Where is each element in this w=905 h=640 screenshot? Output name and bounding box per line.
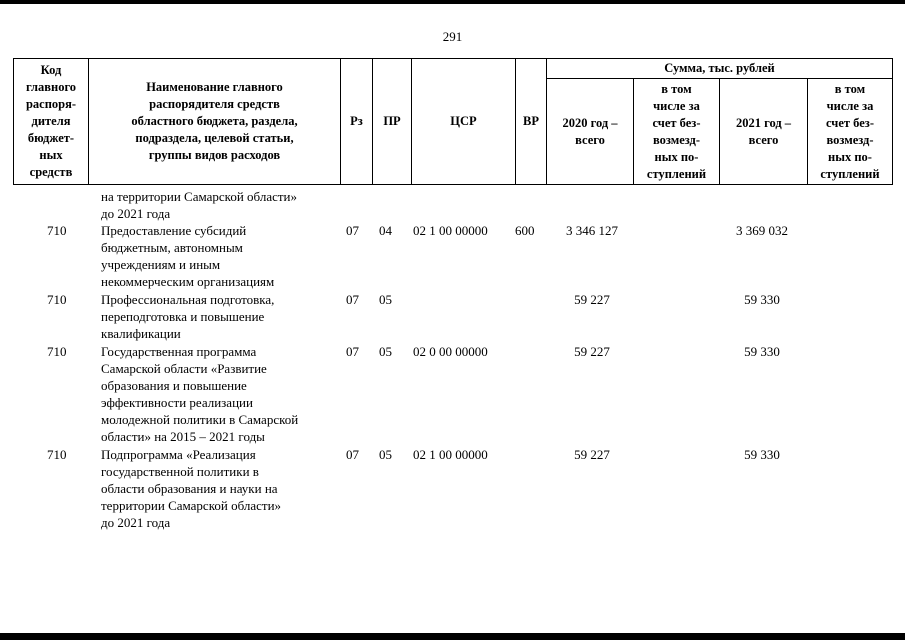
row-rz: 07 bbox=[346, 223, 359, 238]
header-csr: ЦСР bbox=[412, 59, 516, 185]
header-2021-grants: в том числе за счет без- возмезд- ных по- ступлений bbox=[808, 79, 893, 185]
row-sum-2021: 59 330 bbox=[744, 447, 780, 462]
row-pr: 05 bbox=[379, 344, 392, 359]
row-code: 710 bbox=[47, 223, 67, 238]
row-code: 710 bbox=[47, 447, 67, 462]
row-name: на территории Самарской области» до 2021 года bbox=[101, 189, 297, 221]
row-sum-2021: 59 330 bbox=[744, 344, 780, 359]
page-number: 291 bbox=[442, 29, 463, 44]
row-name: Государственная программа Самарской области «Развитие образования и повышение эффективности реализации молодежной политики в Самарской области» на 2015 – 2021 годы bbox=[101, 344, 299, 444]
row-sum-2020: 3 346 127 bbox=[566, 223, 618, 238]
row-vr: 600 bbox=[515, 223, 535, 238]
row-sum-2021: 3 369 032 bbox=[736, 223, 788, 238]
row-name: Подпрограмма «Реализация государственной политики в области образования и науки на территории Самарской области» до 2021 года bbox=[101, 447, 282, 530]
row-name: Профессиональная подготовка, переподготовка и повышение квалификации bbox=[101, 292, 275, 341]
header-2020-total: 2020 год – всего bbox=[547, 79, 634, 185]
row-sum-2020: 59 227 bbox=[574, 447, 610, 462]
row-csr: 02 1 00 00000 bbox=[413, 223, 488, 238]
row-code: 710 bbox=[47, 344, 67, 359]
row-rz: 07 bbox=[346, 292, 359, 307]
row-csr: 02 0 00 00000 bbox=[413, 344, 488, 359]
top-rule bbox=[0, 0, 905, 4]
table-header bbox=[13, 58, 893, 185]
row-pr: 04 bbox=[379, 223, 392, 238]
header-name: Наименование главного распорядителя средств областного бюджета, раздела, подраздела, целевой статьи, группы видов расходов bbox=[89, 59, 341, 185]
header-vr: ВР bbox=[516, 59, 547, 185]
row-pr: 05 bbox=[379, 447, 392, 462]
row-name: Предоставление субсидий бюджетным, автономным учреждениям и иным некоммерческим организациям bbox=[101, 223, 275, 289]
row-sum-2020: 59 227 bbox=[574, 292, 610, 307]
bottom-rule bbox=[0, 633, 905, 640]
row-csr: 02 1 00 00000 bbox=[413, 447, 488, 462]
row-sum-2021: 59 330 bbox=[744, 292, 780, 307]
header-code: Код главного распоря- дителя бюджет- ных средств bbox=[14, 59, 89, 185]
row-rz: 07 bbox=[346, 447, 359, 462]
header-pr: ПР bbox=[373, 59, 412, 185]
header-sum-title: Сумма, тыс. рублей bbox=[547, 59, 893, 79]
header-2021-total: 2021 год – всего bbox=[720, 79, 808, 185]
row-code: 710 bbox=[47, 292, 67, 307]
row-sum-2020: 59 227 bbox=[574, 344, 610, 359]
header-2020-grants: в том числе за счет без- возмезд- ных по- ступлений bbox=[634, 79, 720, 185]
row-rz: 07 bbox=[346, 344, 359, 359]
row-pr: 05 bbox=[379, 292, 392, 307]
header-rz: Рз bbox=[341, 59, 373, 185]
